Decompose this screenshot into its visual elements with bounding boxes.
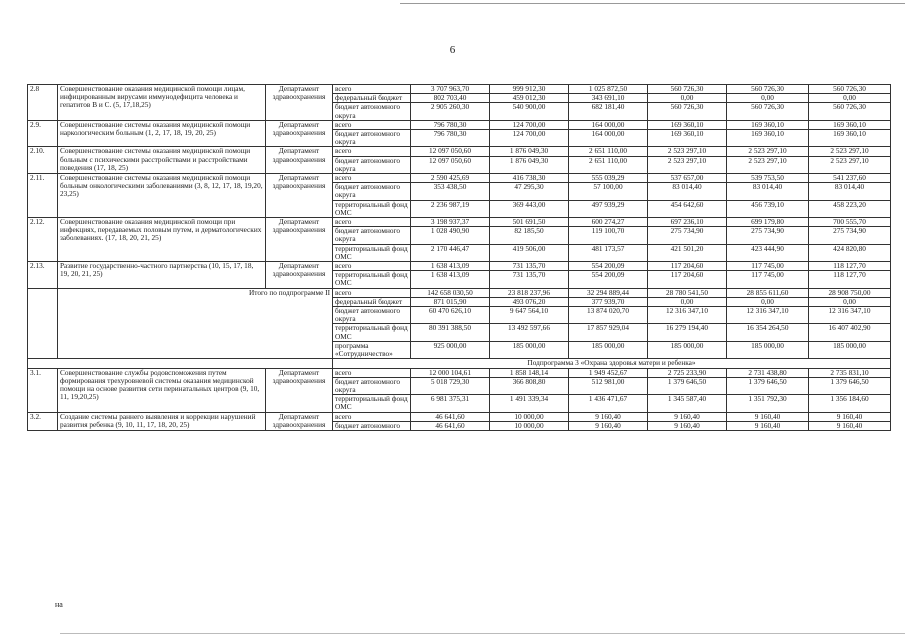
scan-bottom-rule (60, 633, 905, 634)
cell-amount: 424 820,80 (809, 244, 891, 261)
cell-funding-source: программа «Сотрудничество» (333, 341, 411, 358)
cell-amount: 16 407 402,90 (809, 324, 891, 341)
cell-amount: 185 000,00 (490, 341, 569, 358)
cell-amount: 9 160,40 (569, 421, 648, 430)
cell-amount: 2 170 446,47 (411, 244, 490, 261)
cell-amount: 731 135,70 (490, 262, 569, 271)
cell-amount: 454 642,60 (648, 200, 727, 217)
heading-empty-left (28, 359, 333, 368)
cell-amount: 459 012,30 (490, 94, 569, 103)
cell-amount: 1 356 184,60 (809, 395, 891, 412)
cell-responsible: Департамент здравоохранения (266, 85, 333, 121)
cell-amount: 682 181,40 (569, 103, 648, 120)
cell-amount: 12 097 050,60 (411, 156, 490, 173)
cell-amount: 1 351 792,30 (727, 395, 809, 412)
subprogram-heading: Подпрограмма 3 «Охрана здоровья матери и ребенка» (333, 359, 891, 368)
cell-activity-name: Совершенствование системы оказания медицинской помощи наркологическим больным (1, 2, 17, 18, 19, 20, 25) (58, 120, 266, 147)
cell-amount: 6 981 375,31 (411, 395, 490, 412)
cell-funding-source: территориальный фонд ОМС (333, 200, 411, 217)
cell-amount: 275 734,90 (727, 227, 809, 244)
table-row (28, 147, 891, 156)
cell-amount: 1 345 587,40 (648, 395, 727, 412)
cell-amount: 82 185,50 (490, 227, 569, 244)
cell-amount: 57 100,00 (569, 183, 648, 200)
cell-amount: 47 295,30 (490, 183, 569, 200)
cell-amount: 0,00 (648, 297, 727, 306)
cell-amount: 0,00 (809, 297, 891, 306)
cell-amount: 28 855 611,60 (727, 288, 809, 297)
cell-activity-name: Развитие государственно-частного партнерства (10, 15, 17, 18, 19, 20, 21, 25) (58, 262, 266, 289)
cell-amount: 9 160,40 (809, 412, 891, 421)
cell-funding-source: территориальный фонд ОМС (333, 244, 411, 261)
cell-amount: 164 000,00 (569, 130, 648, 147)
cell-amount: 2 651 110,00 (569, 156, 648, 173)
cell-amount: 185 000,00 (648, 341, 727, 358)
cell-amount: 60 470 626,10 (411, 307, 490, 324)
cell-amount: 1 436 471,67 (569, 395, 648, 412)
cell-amount: 700 555,70 (809, 218, 891, 227)
cell-amount: 560 726,30 (809, 103, 891, 120)
cell-amount: 12 316 347,10 (648, 307, 727, 324)
cell-funding-source: бюджет автономного округа (333, 130, 411, 147)
cell-amount: 539 753,50 (727, 174, 809, 183)
cell-funding-source: бюджет автономного округа (333, 227, 411, 244)
cell-funding-source: территориальный фонд ОМС (333, 395, 411, 412)
cell-amount: 83 014,40 (809, 183, 891, 200)
cell-amount: 16 279 194,40 (648, 324, 727, 341)
cell-amount: 353 438,50 (411, 183, 490, 200)
cell-amount: 0,00 (727, 94, 809, 103)
cell-amount: 9 160,40 (809, 421, 891, 430)
cell-amount: 456 739,10 (727, 200, 809, 217)
cell-responsible: Департамент здравоохранения (266, 218, 333, 262)
cell-funding-source: территориальный фонд ОМС (333, 324, 411, 341)
cell-funding-source: бюджет автономного округа (333, 307, 411, 324)
cell-amount: 416 738,30 (490, 174, 569, 183)
cell-item-number: 3.2. (28, 412, 58, 430)
cell-amount: 419 506,00 (490, 244, 569, 261)
cell-amount: 3 198 937,37 (411, 218, 490, 227)
cell-amount: 117 745,00 (727, 271, 809, 288)
cell-amount: 560 726,30 (727, 85, 809, 94)
cell-item-number: 2.11. (28, 174, 58, 218)
cell-amount: 124 700,00 (490, 130, 569, 147)
cell-amount: 925 000,00 (411, 341, 490, 358)
cell-amount: 2 523 297,10 (727, 147, 809, 156)
cell-amount: 13 492 597,66 (490, 324, 569, 341)
cell-amount: 10 000,00 (490, 412, 569, 421)
cell-funding-source: бюджет автономного округа (333, 103, 411, 120)
cell-amount: 12 000 104,61 (411, 368, 490, 377)
cell-amount: 0,00 (809, 94, 891, 103)
cell-amount: 169 360,10 (648, 120, 727, 129)
cell-amount: 560 726,30 (809, 85, 891, 94)
cell-amount: 497 939,29 (569, 200, 648, 217)
cell-amount: 28 780 541,50 (648, 288, 727, 297)
cell-amount: 1 858 148,14 (490, 368, 569, 377)
cell-item-number: 2.12. (28, 218, 58, 262)
cell-activity-name: Совершенствование оказания медицинской помощи лицам, инфицированным вирусами иммунодефицита человека и гепатитов В и С. (5, 17,18,25) (58, 85, 266, 121)
cell-activity-name: Совершенствование системы оказания медицинской помощи больным онкологическими заболеваниями (3, 8, 12, 17, 18, 19,20, 23,25) (58, 174, 266, 218)
cell-amount: 185 000,00 (809, 341, 891, 358)
cell-amount: 9 160,40 (727, 421, 809, 430)
cell-amount: 560 726,30 (648, 85, 727, 94)
cell-item-number: 3.1. (28, 368, 58, 412)
cell-amount: 554 200,09 (569, 262, 648, 271)
cell-amount: 117 204,60 (648, 262, 727, 271)
cell-funding-source: всего (333, 262, 411, 271)
cell-funding-source: бюджет автономного округа (333, 156, 411, 173)
cell-funding-source: всего (333, 412, 411, 421)
cell-amount: 12 316 347,10 (809, 307, 891, 324)
cell-amount: 555 039,29 (569, 174, 648, 183)
cell-activity-name: Совершенствование системы оказания медицинской помощи больным с психическими расстройствами и расстройствами поведения (17, 18, 25) (58, 147, 266, 174)
table-row (28, 412, 891, 421)
footer-note: на (55, 600, 63, 609)
cell-amount: 2 735 831,10 (809, 368, 891, 377)
cell-amount: 560 726,30 (648, 103, 727, 120)
cell-amount: 28 908 750,00 (809, 288, 891, 297)
cell-amount: 10 000,00 (490, 421, 569, 430)
cell-amount: 46 641,60 (411, 421, 490, 430)
cell-amount: 1 876 049,30 (490, 156, 569, 173)
cell-amount: 0,00 (648, 94, 727, 103)
cell-amount: 1 949 452,67 (569, 368, 648, 377)
subtotal-row (28, 288, 891, 297)
cell-activity-name: Совершенствование оказания медицинской помощи при инфекциях, передаваемых половым путем, и дерматологических заболеваниях. (17, 18, 20, 21, 25) (58, 218, 266, 262)
cell-amount: 493 076,20 (490, 297, 569, 306)
cell-amount: 169 360,10 (809, 130, 891, 147)
cell-amount: 512 981,00 (569, 377, 648, 394)
cell-amount: 2 523 297,10 (809, 147, 891, 156)
cell-amount: 9 160,40 (648, 421, 727, 430)
cell-amount: 1 379 646,50 (809, 377, 891, 394)
cell-funding-source: федеральный бюджет (333, 297, 411, 306)
cell-amount: 731 135,70 (490, 271, 569, 288)
cell-amount: 185 000,00 (727, 341, 809, 358)
cell-funding-source: всего (333, 147, 411, 156)
table-row (28, 85, 891, 94)
cell-amount: 2 523 297,10 (648, 147, 727, 156)
cell-funding-source: всего (333, 368, 411, 377)
cell-amount: 481 173,57 (569, 244, 648, 261)
cell-amount: 2 523 297,10 (809, 156, 891, 173)
cell-amount: 169 360,10 (648, 130, 727, 147)
cell-amount: 2 523 297,10 (727, 156, 809, 173)
cell-amount: 83 014,40 (727, 183, 809, 200)
table-row (28, 218, 891, 227)
cell-amount: 796 780,30 (411, 120, 490, 129)
cell-amount: 1 379 646,50 (648, 377, 727, 394)
cell-amount: 1 025 872,50 (569, 85, 648, 94)
cell-amount: 9 160,40 (648, 412, 727, 421)
cell-amount: 2 236 987,19 (411, 200, 490, 217)
cell-amount: 554 200,09 (569, 271, 648, 288)
cell-amount: 169 360,10 (727, 130, 809, 147)
cell-amount: 9 160,40 (569, 412, 648, 421)
scan-top-rule (400, 3, 905, 4)
cell-responsible: Департамент здравоохранения (266, 174, 333, 218)
cell-amount: 2 731 438,80 (727, 368, 809, 377)
cell-responsible: Департамент здравоохранения (266, 147, 333, 174)
cell-funding-source: всего (333, 288, 411, 297)
cell-amount: 32 294 889,44 (569, 288, 648, 297)
cell-amount: 118 127,70 (809, 262, 891, 271)
cell-responsible: Департамент здравоохранения (266, 262, 333, 289)
cell-amount: 185 000,00 (569, 341, 648, 358)
cell-amount: 796 780,30 (411, 130, 490, 147)
cell-amount: 164 000,00 (569, 120, 648, 129)
cell-amount: 169 360,10 (727, 120, 809, 129)
cell-amount: 1 638 413,09 (411, 271, 490, 288)
cell-amount: 23 818 237,96 (490, 288, 569, 297)
cell-amount: 13 874 020,70 (569, 307, 648, 324)
cell-amount: 119 100,70 (569, 227, 648, 244)
cell-item-number: 2.10. (28, 147, 58, 174)
table-row (28, 174, 891, 183)
cell-amount: 537 657,00 (648, 174, 727, 183)
table-row (28, 120, 891, 129)
cell-amount: 117 745,00 (727, 262, 809, 271)
cell-amount: 275 734,90 (648, 227, 727, 244)
cell-amount: 369 443,00 (490, 200, 569, 217)
cell-funding-source: всего (333, 218, 411, 227)
cell-amount: 540 900,00 (490, 103, 569, 120)
cell-amount: 83 014,40 (648, 183, 727, 200)
cell-amount: 343 691,10 (569, 94, 648, 103)
cell-item-number: 2.8 (28, 85, 58, 121)
cell-amount: 1 028 490,90 (411, 227, 490, 244)
subtotal-label: Итого по подпрограмме II (58, 288, 333, 359)
cell-funding-source: бюджет автономного округа (333, 183, 411, 200)
cell-amount: 1 638 413,09 (411, 262, 490, 271)
cell-amount: 169 360,10 (809, 120, 891, 129)
cell-amount: 3 707 963,70 (411, 85, 490, 94)
cell-amount: 802 703,40 (411, 94, 490, 103)
cell-amount: 501 691,50 (490, 218, 569, 227)
table-row (28, 368, 891, 377)
cell-funding-source: бюджет автономного округа (333, 377, 411, 394)
cell-responsible: Департамент здравоохранения (266, 412, 333, 430)
cell-amount: 421 501,20 (648, 244, 727, 261)
cell-amount: 697 236,10 (648, 218, 727, 227)
cell-amount: 275 734,90 (809, 227, 891, 244)
cell-amount: 1 876 049,30 (490, 147, 569, 156)
cell-funding-source: всего (333, 120, 411, 129)
cell-amount: 16 354 264,50 (727, 324, 809, 341)
cell-amount: 80 391 388,50 (411, 324, 490, 341)
cell-item-number: 2.13. (28, 262, 58, 289)
cell-responsible: Департамент здравоохранения (266, 120, 333, 147)
cell-amount: 46 641,60 (411, 412, 490, 421)
cell-funding-source: всего (333, 174, 411, 183)
cell-funding-source: территориальный фонд ОМС (333, 271, 411, 288)
cell-funding-source: бюджет автономного (333, 421, 411, 430)
cell-activity-name: Создание системы раннего выявления и коррекции нарушений развития ребенка (9, 10, 11, 17, 18, 20, 25) (58, 412, 266, 430)
table-row (28, 262, 891, 271)
page-number: 6 (449, 44, 456, 56)
cell-amount: 699 179,80 (727, 218, 809, 227)
cell-amount: 9 647 564,10 (490, 307, 569, 324)
cell-amount: 871 015,90 (411, 297, 490, 306)
cell-amount: 117 204,60 (648, 271, 727, 288)
cell-amount: 999 912,30 (490, 85, 569, 94)
cell-amount: 2 905 260,30 (411, 103, 490, 120)
cell-amount: 2 523 297,10 (648, 156, 727, 173)
cell-amount: 560 726,30 (727, 103, 809, 120)
cell-amount: 423 444,90 (727, 244, 809, 261)
cell-amount: 9 160,40 (727, 412, 809, 421)
cell-amount: 377 939,70 (569, 297, 648, 306)
cell-amount: 2 725 233,90 (648, 368, 727, 377)
cell-amount: 124 700,00 (490, 120, 569, 129)
cell-funding-source: всего (333, 85, 411, 94)
cell-item-number: 2.9. (28, 120, 58, 147)
cell-no-empty (28, 288, 58, 359)
cell-amount: 1 379 646,50 (727, 377, 809, 394)
subprogram-heading-row (28, 359, 891, 368)
cell-amount: 2 651 110,00 (569, 147, 648, 156)
cell-amount: 142 658 030,50 (411, 288, 490, 297)
cell-amount: 12 316 347,10 (727, 307, 809, 324)
cell-amount: 12 097 050,60 (411, 147, 490, 156)
cell-amount: 600 274,27 (569, 218, 648, 227)
budget-table (27, 84, 891, 431)
cell-amount: 1 491 339,34 (490, 395, 569, 412)
cell-amount: 17 857 929,04 (569, 324, 648, 341)
cell-amount: 2 590 425,69 (411, 174, 490, 183)
cell-amount: 5 018 729,30 (411, 377, 490, 394)
cell-amount: 458 223,20 (809, 200, 891, 217)
cell-amount: 541 237,60 (809, 174, 891, 183)
cell-activity-name: Совершенствование службы родовспоможения путем формирования трехуровневой системы оказания медицинской помощи на основе развития сети перинатальных центров (9, 10, 11, 19,20,25) (58, 368, 266, 412)
cell-amount: 118 127,70 (809, 271, 891, 288)
cell-funding-source: федеральный бюджет (333, 94, 411, 103)
cell-responsible: Департамент здравоохранения (266, 368, 333, 412)
cell-amount: 366 808,80 (490, 377, 569, 394)
cell-amount: 0,00 (727, 297, 809, 306)
